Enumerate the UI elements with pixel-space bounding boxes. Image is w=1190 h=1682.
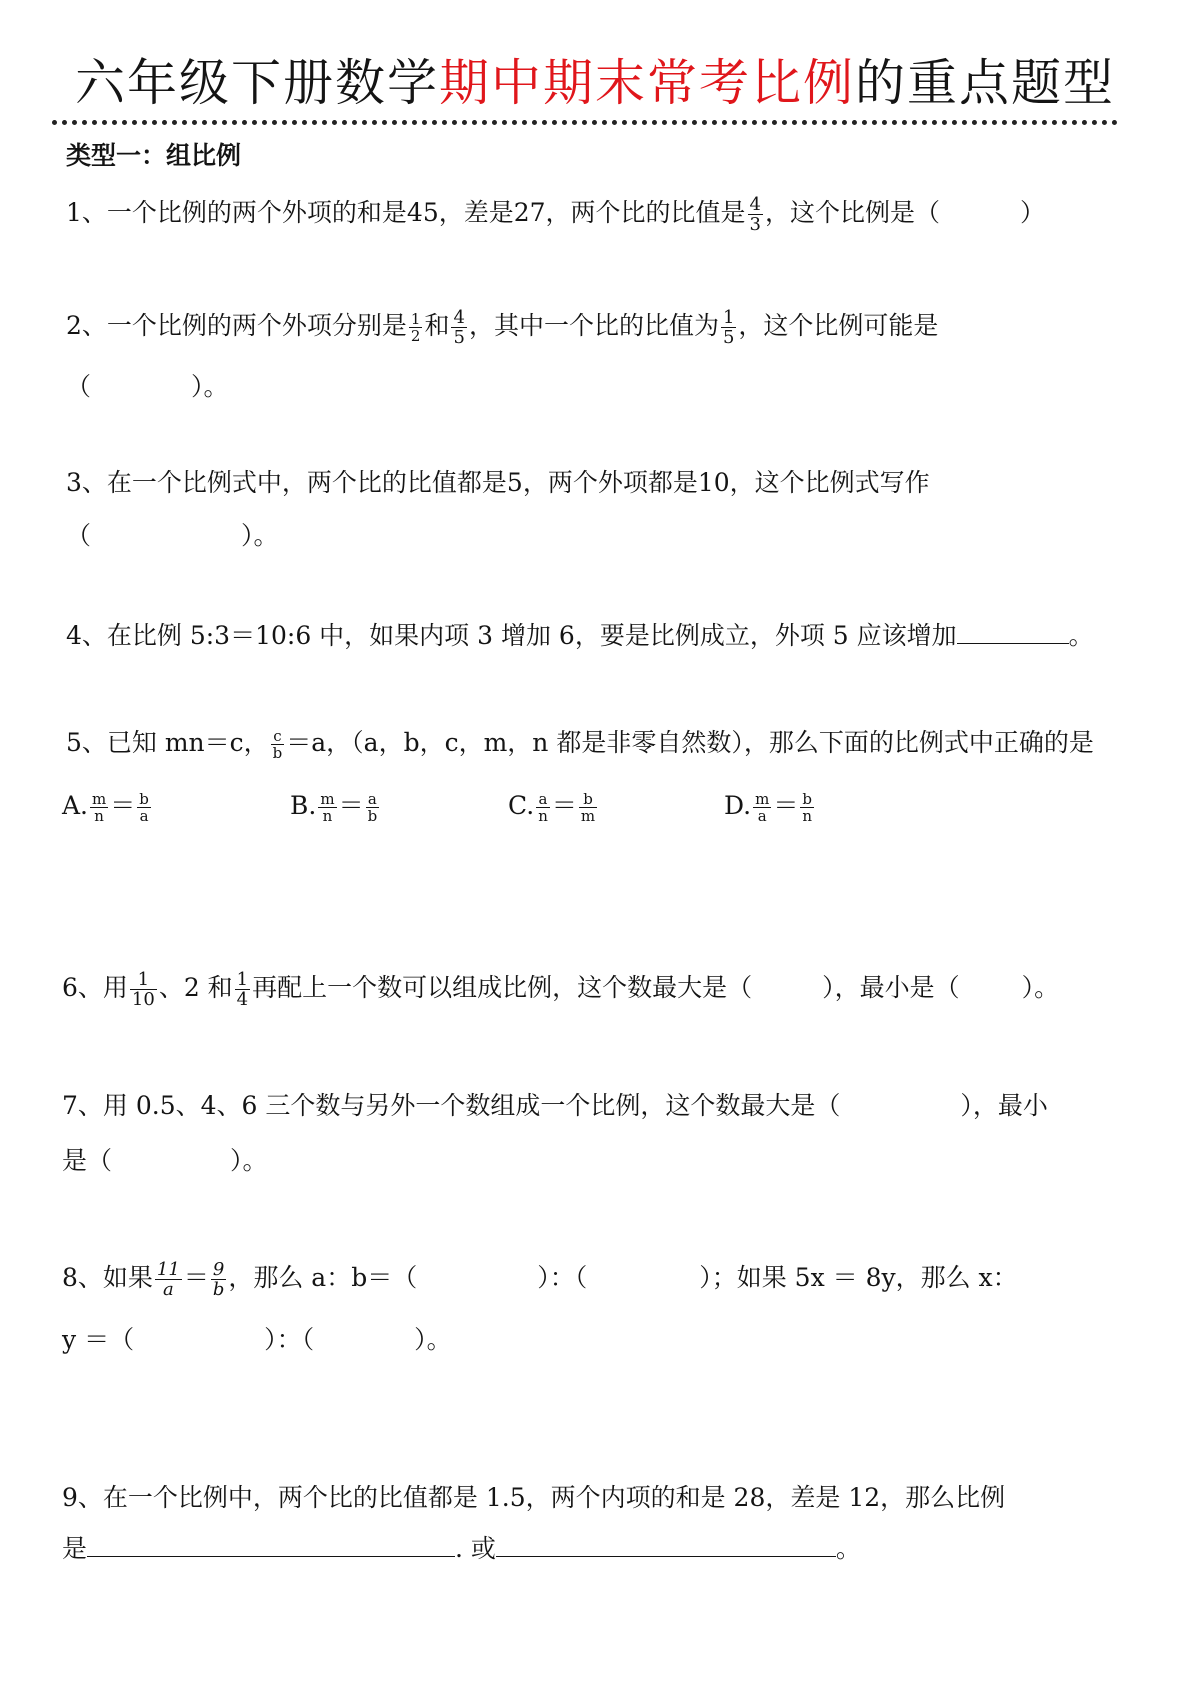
q6-f1-den: 10 [131, 989, 155, 1010]
q6-text-e: ）。 [1021, 973, 1060, 1002]
q5-option-d[interactable] [724, 786, 816, 826]
q8-text-c: ）：（ [537, 1263, 588, 1292]
frac-num: b [579, 791, 597, 808]
q7-line2-a: 是（ [62, 1146, 113, 1175]
q3-open: （ [66, 521, 92, 550]
frac-num: m [320, 790, 335, 808]
q5-text-b: ＝a，（a，b，c，m，n 都是非零自然数），那么下面的比例式中正确的是 [286, 728, 1094, 757]
q6-text-d: ），最小是（ [822, 973, 960, 1002]
section-heading: 类型一：组比例 [66, 141, 242, 170]
q8-f1-den: a [162, 1279, 174, 1300]
q2-f3-den: 5 [722, 327, 735, 348]
question-9-line1: 9、在一个比例中，两个比的比值都是 1.5，两个内项的和是 28，差是 12，那么比例 [62, 1483, 1006, 1512]
title-part1: 六年级下册数学 [75, 54, 439, 112]
q9-answer-blank-1[interactable] [87, 1528, 455, 1557]
q8-text-b: ，那么 a：b＝（ [228, 1263, 418, 1292]
q2-f2-den: 5 [453, 327, 465, 348]
q4-end: 。 [1068, 621, 1094, 650]
frac-num: m [755, 790, 770, 808]
frac-den: n [322, 807, 333, 825]
question-2-line2 [66, 367, 229, 407]
q5-cb-den: b [272, 744, 283, 762]
q7-line1-b: ），最小 [960, 1091, 1048, 1120]
q2-text-and: 和 [424, 311, 450, 340]
q6-text-c: 再配上一个数可以组成比例，这个数最大是（ [252, 973, 753, 1002]
q6-f2-den: 4 [236, 989, 249, 1010]
question-3-line2 [66, 516, 279, 556]
option-label: A. [62, 791, 89, 820]
frac-den: m [580, 807, 596, 825]
option-right-fraction [366, 791, 380, 824]
frac-den: a [757, 807, 767, 825]
q6-fraction-2 [235, 970, 250, 1009]
q2-fraction-1 [409, 311, 423, 344]
q1-text-c: ） [1020, 198, 1046, 227]
q8-text-d: ）；如果 5x ＝ 8y，那么 x： [699, 1263, 1018, 1292]
q7-line1-a: 7、用 0.5、4、6 三个数与另外一个数组成一个比例，这个数最大是（ [62, 1091, 841, 1120]
q7-line2-b: ）。 [230, 1146, 268, 1175]
q9-answer-blank-2[interactable] [496, 1528, 836, 1557]
q8-eq: ＝ [183, 1263, 209, 1292]
q5-option-c[interactable] [508, 786, 599, 826]
page-title [0, 48, 1190, 118]
frac-num: m [92, 790, 107, 808]
option-left-fraction [318, 791, 336, 824]
option-right-fraction [137, 791, 151, 824]
q9-line2-mid: . 或 [455, 1534, 496, 1563]
q2-close: ）。 [191, 372, 229, 401]
option-left-fraction [536, 791, 550, 824]
frac-num: a [366, 791, 380, 808]
frac-num: a [536, 791, 550, 808]
question-7-line2 [62, 1141, 268, 1181]
q1-fraction [748, 195, 763, 234]
q5-option-a[interactable] [62, 786, 153, 826]
q6-text-a: 6、用 [62, 973, 128, 1002]
q5-text-a: 5、已知 mn＝c， [66, 728, 269, 757]
q2-text-c: ，这个比例可能是 [738, 311, 939, 340]
equals-sign: ＝ [773, 791, 799, 820]
q9-line2-end: 。 [835, 1534, 861, 1563]
option-label: B. [290, 791, 317, 820]
q3-close: ）。 [241, 521, 279, 550]
q8-line2-b: ）：（ [264, 1325, 315, 1354]
title-highlight: 期中期末常考比例 [439, 54, 855, 112]
option-right-fraction [579, 791, 597, 824]
q6-fraction-1 [130, 970, 157, 1009]
question-1 [66, 193, 1045, 234]
q6-text-b: 、2 和 [158, 973, 233, 1002]
q8-f2-den: b [212, 1279, 225, 1300]
q8-f1-num: 11 [156, 1259, 180, 1280]
title-part2: 的重点题型 [855, 54, 1115, 112]
q8-fraction-1 [155, 1260, 182, 1299]
question-2-line1 [66, 306, 938, 347]
q9-line2-a: 是 [62, 1534, 88, 1563]
option-label: C. [508, 791, 535, 820]
q6-f2-num: 1 [236, 969, 249, 990]
q1-frac-num: 4 [749, 194, 761, 215]
frac-den: n [538, 807, 548, 825]
frac-num: b [800, 791, 814, 808]
q8-f2-num: 9 [211, 1260, 227, 1280]
q8-line2-c: ）。 [414, 1325, 452, 1354]
q4-text: 4、在比例 5:3＝10:6 中，如果内项 3 增加 6，要是比例成立，外项 5 应该增加 [66, 621, 957, 650]
q2-open: （ [66, 372, 92, 401]
question-3-line1: 3、在一个比例式中，两个比的比值都是5，两个外项都是10，这个比例式写作 [66, 468, 930, 497]
question-7-line1 [62, 1086, 1048, 1126]
option-left-fraction [753, 791, 771, 824]
q2-f1-den: 2 [410, 327, 421, 345]
frac-num: b [139, 790, 149, 808]
equals-sign: ＝ [338, 791, 364, 820]
question-8-line2 [62, 1320, 452, 1360]
frac-den: a [139, 807, 149, 825]
q5-option-b[interactable] [290, 786, 381, 826]
q2-fraction-3 [721, 308, 736, 347]
frac-den: n [94, 807, 104, 825]
equals-sign: ＝ [110, 791, 136, 820]
option-left-fraction [90, 791, 108, 824]
q2-text-b: ，其中一个比的比值为 [468, 311, 719, 340]
q2-f2-num: 4 [453, 307, 465, 328]
option-label: D. [724, 791, 752, 820]
option-right-fraction [800, 791, 814, 824]
question-4 [66, 615, 1094, 656]
q5-fraction-cb [271, 728, 285, 761]
q1-text-b: ，这个比例是（ [764, 198, 940, 227]
equals-sign: ＝ [551, 791, 577, 820]
frac-den: n [802, 807, 813, 825]
q8-text-a: 8、如果 [62, 1263, 153, 1292]
q2-text-a: 2、一个比例的两个外项分别是 [66, 311, 407, 340]
q6-f1-num: 1 [130, 970, 157, 990]
q1-text-a: 1、一个比例的两个外项的和是45，差是27，两个比的比值是 [66, 198, 746, 227]
q8-line2-a: y ＝（ [62, 1325, 135, 1354]
q8-fraction-2 [211, 1260, 227, 1299]
q4-answer-blank[interactable] [957, 615, 1069, 644]
dotted-divider [52, 120, 1118, 125]
question-9-line2 [62, 1528, 861, 1569]
question-5 [66, 723, 1094, 763]
q1-frac-den: 3 [749, 214, 761, 235]
question-8-line1 [62, 1258, 1018, 1299]
q2-f3-num: 1 [722, 307, 735, 328]
q2-f1-num: 1 [410, 310, 421, 328]
frac-den: b [367, 807, 378, 825]
q5-cb-num: c [271, 728, 285, 745]
question-6 [62, 968, 1059, 1009]
q2-fraction-2 [451, 308, 466, 347]
